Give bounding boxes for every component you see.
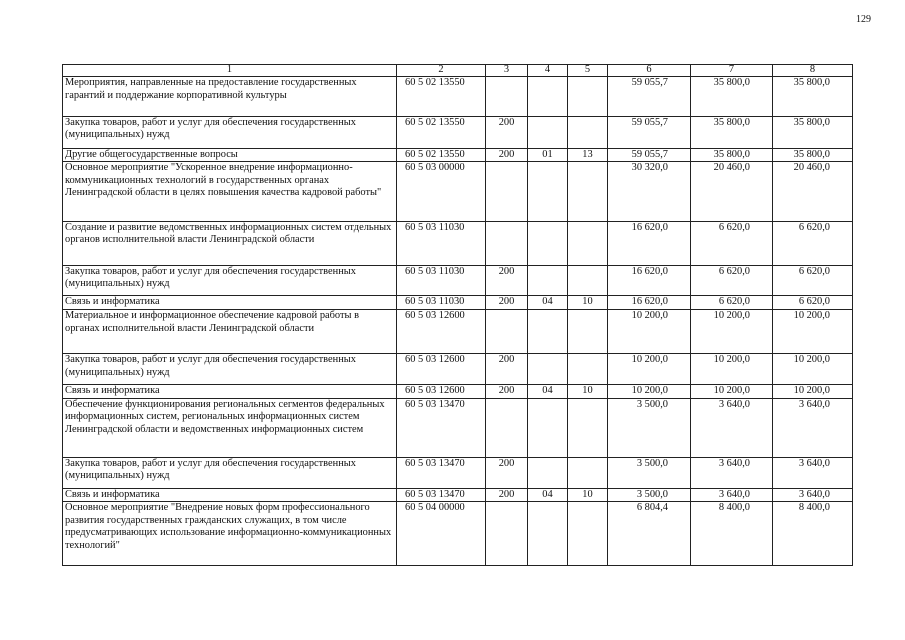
cell-col3: 200: [486, 384, 528, 398]
table-row: [63, 148, 853, 162]
cell-col3: 200: [486, 116, 528, 148]
cell-name: Закупка товаров, работ и услуг для обеспечения государственных (муниципальных) нужд: [63, 265, 397, 296]
cell-col3: [486, 162, 528, 221]
cell-code: 60 5 03 11030: [397, 296, 486, 310]
cell-col4: [528, 310, 568, 354]
cell-col4: [528, 457, 568, 488]
cell-col6: 3 500,0: [608, 488, 691, 502]
cell-col8: 35 800,0: [773, 116, 853, 148]
col-header-2: 2: [397, 65, 486, 77]
col-header-5: 5: [568, 65, 608, 77]
cell-col7: 6 620,0: [691, 221, 773, 265]
cell-col8: 35 800,0: [773, 77, 853, 117]
cell-col7: 20 460,0: [691, 162, 773, 221]
cell-name: Создание и развитие ведомственных информационных систем отдельных органов исполнительной власти Ленинградской области: [63, 221, 397, 265]
cell-col4: 04: [528, 296, 568, 310]
cell-col6: 16 620,0: [608, 296, 691, 310]
cell-col4: [528, 265, 568, 296]
cell-col8: 3 640,0: [773, 398, 853, 457]
table-body: [63, 77, 853, 566]
cell-col5: [568, 162, 608, 221]
cell-col6: 3 500,0: [608, 457, 691, 488]
cell-name: Связь и информатика: [63, 488, 397, 502]
cell-col7: 6 620,0: [691, 265, 773, 296]
cell-col6: 10 200,0: [608, 310, 691, 354]
cell-col7: 35 800,0: [691, 148, 773, 162]
cell-col4: 01: [528, 148, 568, 162]
cell-name: Обеспечение функционирования региональных сегментов федеральных информационных систем, региональных информационных систем Ленинградской области и ведомственных информационных систем: [63, 398, 397, 457]
cell-code: 60 5 04 00000: [397, 502, 486, 566]
cell-col5: [568, 77, 608, 117]
cell-col4: [528, 398, 568, 457]
cell-col3: 200: [486, 265, 528, 296]
cell-name: Закупка товаров, работ и услуг для обеспечения государственных (муниципальных) нужд: [63, 457, 397, 488]
cell-code: 60 5 03 12600: [397, 384, 486, 398]
cell-col7: 10 200,0: [691, 354, 773, 385]
cell-name: Закупка товаров, работ и услуг для обеспечения государственных (муниципальных) нужд: [63, 116, 397, 148]
col-header-7: 7: [691, 65, 773, 77]
cell-col7: 35 800,0: [691, 77, 773, 117]
header-row: [63, 65, 853, 77]
table-row: [63, 384, 853, 398]
cell-col6: 16 620,0: [608, 265, 691, 296]
cell-col3: [486, 398, 528, 457]
cell-col5: 13: [568, 148, 608, 162]
cell-name: Материальное и информационное обеспечение кадровой работы в органах исполнительной власти Ленинградской области: [63, 310, 397, 354]
cell-col4: [528, 77, 568, 117]
cell-col4: [528, 221, 568, 265]
table-row: [63, 310, 853, 354]
table-row: [63, 221, 853, 265]
cell-code: 60 5 03 11030: [397, 221, 486, 265]
cell-col3: 200: [486, 354, 528, 385]
cell-col8: 6 620,0: [773, 296, 853, 310]
cell-col6: 30 320,0: [608, 162, 691, 221]
cell-col3: [486, 77, 528, 117]
cell-col7: 3 640,0: [691, 398, 773, 457]
table-row: [63, 502, 853, 566]
cell-col6: 6 804,4: [608, 502, 691, 566]
table-row: [63, 398, 853, 457]
col-header-8: 8: [773, 65, 853, 77]
cell-name: Закупка товаров, работ и услуг для обеспечения государственных (муниципальных) нужд: [63, 354, 397, 385]
cell-col6: 16 620,0: [608, 221, 691, 265]
cell-code: 60 5 02 13550: [397, 116, 486, 148]
cell-col5: [568, 116, 608, 148]
cell-col7: 10 200,0: [691, 384, 773, 398]
cell-col4: [528, 354, 568, 385]
table-row: [63, 296, 853, 310]
cell-col5: [568, 502, 608, 566]
cell-col5: 10: [568, 384, 608, 398]
cell-col6: 3 500,0: [608, 398, 691, 457]
cell-col7: 3 640,0: [691, 488, 773, 502]
cell-col8: 3 640,0: [773, 488, 853, 502]
cell-col8: 6 620,0: [773, 221, 853, 265]
cell-code: 60 5 03 13470: [397, 457, 486, 488]
cell-col5: 10: [568, 488, 608, 502]
table-row: [63, 488, 853, 502]
cell-code: 60 5 02 13550: [397, 77, 486, 117]
cell-col8: 10 200,0: [773, 310, 853, 354]
cell-col6: 59 055,7: [608, 77, 691, 117]
cell-col6: 10 200,0: [608, 384, 691, 398]
cell-col3: [486, 221, 528, 265]
col-header-6: 6: [608, 65, 691, 77]
cell-col8: 20 460,0: [773, 162, 853, 221]
table-row: [63, 265, 853, 296]
cell-col5: [568, 221, 608, 265]
cell-name: Связь и информатика: [63, 384, 397, 398]
cell-col3: 200: [486, 457, 528, 488]
cell-col5: [568, 310, 608, 354]
cell-col8: 6 620,0: [773, 265, 853, 296]
cell-name: Основное мероприятие "Внедрение новых форм профессионального развития государственных гражданских служащих, в том числе предусматривающих использование информационно-коммуникационных технологий": [63, 502, 397, 566]
cell-code: 60 5 02 13550: [397, 148, 486, 162]
cell-col8: 3 640,0: [773, 457, 853, 488]
cell-col4: [528, 116, 568, 148]
cell-name: Связь и информатика: [63, 296, 397, 310]
cell-col7: 3 640,0: [691, 457, 773, 488]
cell-col7: 8 400,0: [691, 502, 773, 566]
cell-col5: [568, 398, 608, 457]
cell-name: Основное мероприятие "Ускоренное внедрение информационно-коммуникационных технологий в государственных органах Ленинградской области в целях повышения качества кадровой работы": [63, 162, 397, 221]
cell-col3: [486, 310, 528, 354]
table-row: [63, 77, 853, 117]
cell-col6: 10 200,0: [608, 354, 691, 385]
cell-col3: [486, 502, 528, 566]
cell-col7: 6 620,0: [691, 296, 773, 310]
page-number: 129: [856, 14, 871, 25]
cell-col8: 8 400,0: [773, 502, 853, 566]
cell-col8: 35 800,0: [773, 148, 853, 162]
cell-col3: 200: [486, 488, 528, 502]
cell-code: 60 5 03 00000: [397, 162, 486, 221]
cell-code: 60 5 03 12600: [397, 310, 486, 354]
cell-code: 60 5 03 13470: [397, 398, 486, 457]
cell-col7: 35 800,0: [691, 116, 773, 148]
cell-code: 60 5 03 11030: [397, 265, 486, 296]
table-row: [63, 116, 853, 148]
cell-col4: [528, 162, 568, 221]
cell-col8: 10 200,0: [773, 384, 853, 398]
cell-col5: [568, 457, 608, 488]
cell-col8: 10 200,0: [773, 354, 853, 385]
cell-code: 60 5 03 13470: [397, 488, 486, 502]
cell-code: 60 5 03 12600: [397, 354, 486, 385]
budget-table: [62, 64, 853, 566]
cell-col3: 200: [486, 296, 528, 310]
cell-col4: 04: [528, 384, 568, 398]
cell-col5: [568, 265, 608, 296]
cell-col4: 04: [528, 488, 568, 502]
cell-col6: 59 055,7: [608, 116, 691, 148]
cell-col6: 59 055,7: [608, 148, 691, 162]
cell-name: Другие общегосударственные вопросы: [63, 148, 397, 162]
col-header-3: 3: [486, 65, 528, 77]
cell-name: Мероприятия, направленные на предоставление государственных гарантий и поддержание корпоративной культуры: [63, 77, 397, 117]
cell-col4: [528, 502, 568, 566]
table-row: [63, 162, 853, 221]
cell-col3: 200: [486, 148, 528, 162]
table-row: [63, 457, 853, 488]
cell-col7: 10 200,0: [691, 310, 773, 354]
table-row: [63, 354, 853, 385]
col-header-4: 4: [528, 65, 568, 77]
col-header-1: 1: [63, 65, 397, 77]
cell-col5: 10: [568, 296, 608, 310]
cell-col5: [568, 354, 608, 385]
